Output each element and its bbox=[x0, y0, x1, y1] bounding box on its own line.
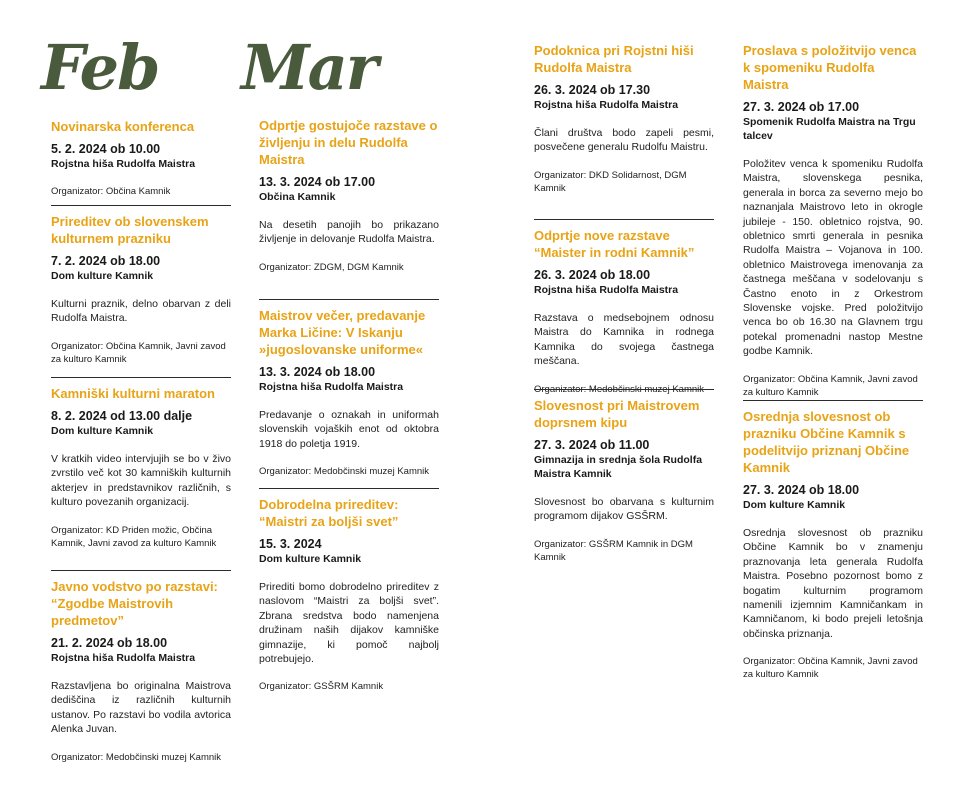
event-date: 13. 3. 2024 ob 18.00 bbox=[259, 365, 376, 379]
event-date: 5. 2. 2024 ob 10.00 bbox=[51, 142, 161, 156]
event-date: 13. 3. 2024 ob 17.00 bbox=[259, 175, 376, 189]
event-organizer: Organizator: Občina Kamnik, Javni zavod za kulturo Kamnik bbox=[743, 373, 918, 398]
event-description: Kulturni praznik, delno obarvan z deli Rudolfa Maistra. bbox=[51, 298, 231, 325]
month-heading-mar: Mar bbox=[241, 31, 377, 104]
event-organizer: Organizator: GSŠRM Kamnik bbox=[259, 681, 384, 693]
event-organizer: Organizator: Medobčinski muzej Kamnik bbox=[534, 383, 705, 395]
event-date: 27. 3. 2024 ob 11.00 bbox=[534, 438, 650, 452]
event-title: Odprtje gostujoče razstave o življenju in delu Rudolfa Maistra bbox=[259, 118, 438, 167]
event-date: 27. 3. 2024 ob 17.00 bbox=[743, 100, 860, 114]
event-venue: Gimnazija in srednja šola Rudolfa Maistra Kamnik bbox=[534, 454, 703, 480]
event-organizer: Organizator: KD Priden možic, Občina Kamnik, Javni zavod za kulturo Kamnik bbox=[51, 524, 217, 549]
event-date: 21. 2. 2024 ob 18.00 bbox=[51, 636, 168, 650]
event-organizer: Organizator: GSŠRM Kamnik in DGM Kamnik bbox=[534, 538, 693, 563]
event-venue: Dom kulture Kamnik bbox=[51, 270, 154, 282]
event-date: 7. 2. 2024 ob 18.00 bbox=[51, 254, 161, 268]
event-description: Slovesnost bo obarvana s kulturnim programom dijakov GSŠRM. bbox=[534, 496, 714, 523]
event-date: 8. 2. 2024 od 13.00 dalje bbox=[51, 409, 193, 423]
event-description: V kratkih video intervjujih se bo v živo zvrstilo več kot 30 kamniških kulturnih akterjev in predstavnikov različnih, s kulturo povezanih organizacij. bbox=[51, 453, 231, 509]
event-description: Prirediti bomo dobrodelno prireditev z naslovom “Maistri za boljši svet”. Zbrana sredstva bodo namenjena družinam naših dijakov kamniške gimnazije, ki pomoč najbolj potrebujejo. bbox=[259, 581, 439, 666]
event-date: 15. 3. 2024 bbox=[259, 537, 322, 551]
event-venue: Dom kulture Kamnik bbox=[259, 553, 362, 565]
event-venue: Dom kulture Kamnik bbox=[743, 499, 846, 511]
event-card bbox=[51, 205, 231, 366]
event-card bbox=[51, 118, 231, 198]
event-title: Maistrov večer, predavanje Marka Ličine: V Iskanju »jugoslovanske uniforme« bbox=[259, 308, 426, 357]
event-organizer: Organizator: Občina Kamnik, Javni zavod za kulturo Kamnik bbox=[743, 656, 918, 681]
event-title: Podoknica pri Rojstni hiši Rudolfa Maistra bbox=[534, 43, 694, 75]
event-title: Slovesnost pri Maistrovem doprsnem kipu bbox=[534, 398, 700, 430]
event-description: Razstava o medsebojnem odnosu Maistra do Kamnika in rodnega Kamnika do svojega častnega meščana. bbox=[534, 312, 714, 368]
event-card bbox=[534, 42, 714, 195]
event-description: Člani društva bodo zapeli pesmi, posvečene generalu Rudolfu Maistru. bbox=[534, 127, 714, 154]
event-description: Razstavljena bo originalna Maistrova dediščina iz različnih kulturnih ustanov. Po razstavi bo vodila avtorica Alenka Juvan. bbox=[51, 680, 231, 736]
event-description: Predavanje o oznakah in uniformah slovenskih vojaških enot od oktobra 1918 do poletja 1919. bbox=[259, 409, 439, 450]
event-card bbox=[51, 377, 231, 550]
event-card bbox=[259, 299, 439, 478]
event-organizer: Organizator: Občina Kamnik, Javni zavod za kulturo Kamnik bbox=[51, 340, 226, 365]
event-organizer: Organizator: DKD Solidarnost, DGM Kamnik bbox=[534, 169, 687, 194]
event-organizer: Organizator: Občina Kamnik bbox=[51, 186, 171, 197]
event-venue: Rojstna hiša Rudolfa Maistra bbox=[259, 381, 404, 393]
month-heading-feb: Feb bbox=[41, 31, 159, 104]
event-organizer: Organizator: ZDGM, DGM Kamnik bbox=[259, 261, 404, 273]
event-title: Osrednja slovesnost ob prazniku Občine Kamnik s podelitvijo priznanj Občine Kamnik bbox=[743, 409, 910, 475]
event-venue: Občina Kamnik bbox=[259, 191, 336, 203]
event-date: 26. 3. 2024 ob 18.00 bbox=[534, 268, 651, 282]
event-card bbox=[51, 570, 231, 764]
event-card bbox=[743, 400, 923, 681]
event-title: Proslava s položitvijo venca k spomeniku Rudolfa Maistra bbox=[743, 43, 917, 92]
event-venue: Rojstna hiša Rudolfa Maistra bbox=[534, 284, 679, 296]
event-card bbox=[743, 42, 923, 399]
event-card bbox=[259, 117, 439, 274]
event-description: Osrednja slovesnost ob prazniku Občine Kamnik bo v znamenju praznovanja leta generala Rudolfa Maistra. Posebno pozornost bomo z bogatim kulturnim programom namenili izjemnim Kamničankam in Kamničanom, ki bodo prejeli letošnja občinska priznanja. bbox=[743, 527, 923, 640]
event-venue: Spomenik Rudolfa Maistra na Trgu talcev bbox=[743, 116, 916, 142]
event-venue: Dom kulture Kamnik bbox=[51, 425, 154, 437]
event-venue: Rojstna hiša Rudolfa Maistra bbox=[534, 99, 679, 111]
event-card bbox=[259, 488, 439, 693]
event-title: Prireditev ob slovenskem kulturnem prazniku bbox=[51, 214, 209, 246]
event-title: Odprtje nove razstave “Maister in rodni Kamnik” bbox=[534, 228, 695, 260]
event-title: Dobrodelna prireditev: “Maistri za boljši svet” bbox=[259, 497, 399, 529]
event-venue: Rojstna hiša Rudolfa Maistra bbox=[51, 158, 196, 170]
event-venue: Rojstna hiša Rudolfa Maistra bbox=[51, 652, 196, 664]
event-card bbox=[534, 219, 714, 396]
event-description: Položitev venca k spomeniku Rudolfa Maistra, slovenskega pesnika, generala in borca za severno mejo bo naznanjala Maistrovo leto in okrogle jubileje - 150. obletnico rojstva, 90. obletnico smrti generala in pesnika Rudolfa Maistra – Vojanova in 100. obletnico Maistrovega imenovanja za častnega meščana v sodelovanju s Častno enoto in z Orkestrom Slovenske vojske. Pred položitvijo venca bo ob 16.30 na Glavnem trgu potekal promenadni nastop Mestne godbe Kamnik. bbox=[743, 158, 923, 358]
event-organizer: Organizator: Medobčinski muzej Kamnik bbox=[51, 751, 222, 763]
event-card bbox=[534, 389, 714, 564]
event-title: Kamniški kulturni maraton bbox=[51, 386, 215, 401]
event-title: Novinarska konferenca bbox=[51, 119, 195, 134]
event-title: Javno vodstvo po razstavi: “Zgodbe Maistrovih predmetov” bbox=[51, 579, 218, 628]
event-date: 27. 3. 2024 ob 18.00 bbox=[743, 483, 860, 497]
event-description: Na desetih panojih bo prikazano življenje in delovanje Rudolfa Maistra. bbox=[259, 219, 439, 246]
event-organizer: Organizator: Medobčinski muzej Kamnik bbox=[259, 466, 430, 478]
event-date: 26. 3. 2024 ob 17.30 bbox=[534, 83, 651, 97]
